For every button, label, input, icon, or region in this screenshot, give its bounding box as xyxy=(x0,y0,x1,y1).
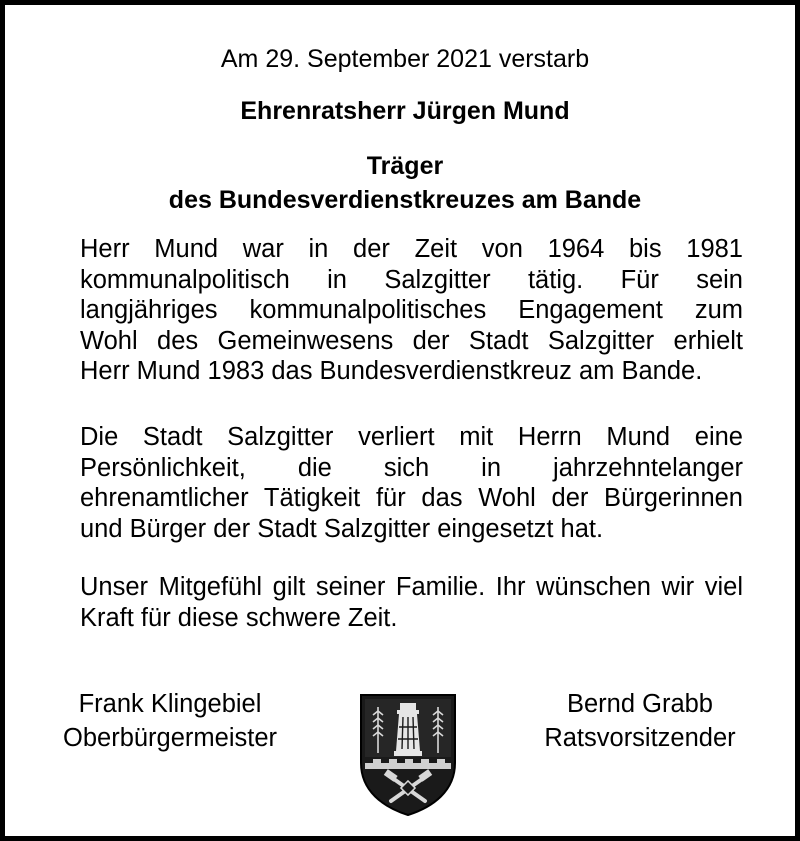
text-line: Wohl des Gemeinwesens der Stadt Salzgitter erhielt xyxy=(80,326,743,355)
text-line: langjähriges kommunalpolitisches Engagement zum xyxy=(80,296,743,325)
paragraph-tribute xyxy=(80,422,743,544)
paragraph-condolence xyxy=(80,572,743,633)
award-line: Träger xyxy=(366,152,444,180)
text-line: Herr Mund war in der Zeit von 1964 bis 1981 xyxy=(80,235,743,263)
signatory-council-chair xyxy=(515,687,765,755)
paragraph-career xyxy=(80,234,743,387)
signatory-title: Ratsvorsitzender xyxy=(544,724,736,752)
text-line: Die Stadt Salzgitter verliert mit Herrn Mund eine xyxy=(80,423,743,451)
date-line: Am 29. September 2021 verstarb xyxy=(220,45,590,73)
text-line: Persönlichkeit, die sich in jahrzehntelanger xyxy=(80,453,743,482)
signatory-name: Frank Klingebiel xyxy=(78,690,262,718)
award-line: des Bundesverdienstkreuzes am Bande xyxy=(168,186,642,214)
signatory-title: Oberbürgermeister xyxy=(63,724,277,752)
text-line: Unser Mitgefühl gilt seiner Familie. Ihr wünschen wir viel xyxy=(80,573,743,601)
signatory-name: Bernd Grabb xyxy=(566,690,713,718)
award-heading xyxy=(5,149,800,217)
text-line: ehrenamtlicher Tätigkeit für das Wohl der Bürgerinnen xyxy=(80,484,743,513)
text-line: Kraft für diese schwere Zeit. xyxy=(80,603,398,632)
signatory-mayor xyxy=(45,687,295,755)
text-line: Herr Mund 1983 das Bundesverdienstkreuz am Bande. xyxy=(80,357,703,386)
coat-of-arms-icon xyxy=(359,693,457,817)
deceased-name: Ehrenratsherr Jürgen Mund xyxy=(240,97,570,125)
text-line: und Bürger der Stadt Salzgitter eingesetzt hat. xyxy=(80,514,604,543)
text-line: kommunalpolitisch in Salzgitter tätig. Für sein xyxy=(80,265,743,294)
